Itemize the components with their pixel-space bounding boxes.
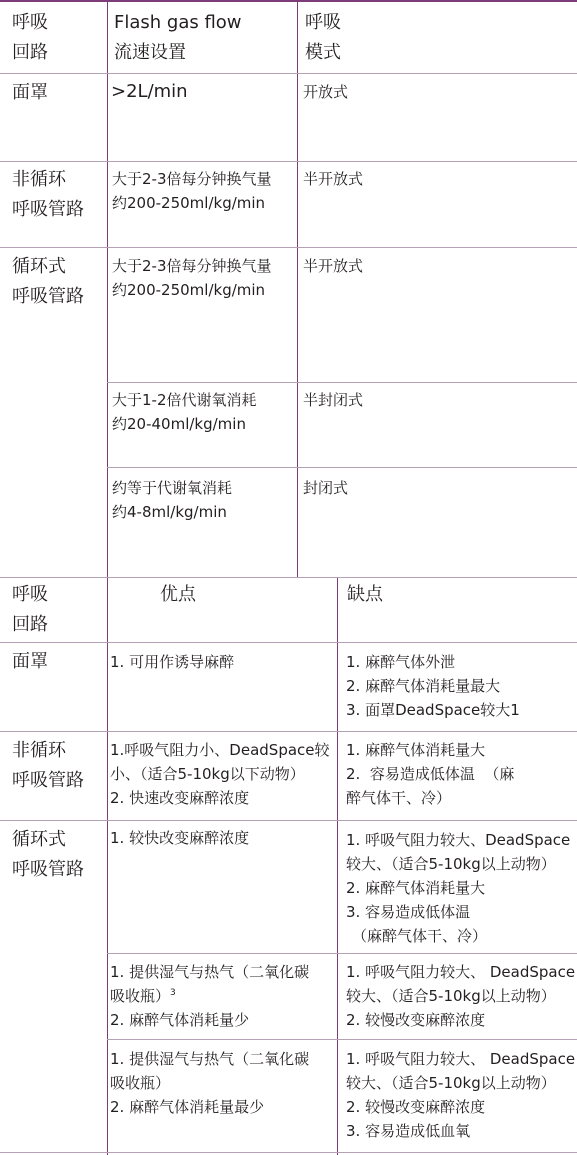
table2-row-circ-closed-cons: 1. 呼吸气阻力较大、 DeadSpace 较大、（适合5-10kg以上动物） 2. 较慢改变麻醉浓度 3. 容易造成低血氧 [346,1050,576,1140]
table1-row-divider [0,161,577,162]
table1-row-divider [0,73,577,74]
table2-header-circuit: 呼吸 回路 [12,584,48,635]
table2-col-divider-2 [337,578,338,1155]
table1-header-mode: 呼吸 模式 [305,12,341,63]
table2-row-circ-co2-pros: 1. 提供湿气与热气（二氧化碳 吸收瓶）$^3$ 2. 麻醉气体消耗量少 [110,963,310,1029]
table1-row-circ-circuit: 循环式 呼吸管路 [12,256,84,307]
table1-row-mask-circuit: 面罩 [12,82,48,103]
table1-row-divider [107,382,577,383]
table1-header-flow: Flash gas flow 流速设置 [114,12,242,63]
table2-row-noncirc-pros: 1.呼吸气阻力小、DeadSpace较 小、（适合5-10kg以下动物） 2. 快速改变麻醉浓度 [110,741,330,807]
table2-row-circ-closed-pros: 1. 提供湿气与热气（二氧化碳 吸收瓶） 2. 麻醉气体消耗量最少 [110,1050,310,1116]
table1-header-circuit: 呼吸 回路 [12,12,48,63]
table2-row-circ-circuit: 循环式 呼吸管路 [12,829,84,880]
table2-row-divider [0,731,577,732]
table2-row-circ-pros: 1. 较快改变麻醉浓度 [110,829,250,847]
table2-header-cons: 缺点 [347,584,383,605]
table1-row-mask-mode: 开放式 [303,83,349,101]
table2-row-noncirc-cons: 1. 麻醉气体消耗量大 2. 容易造成低体温 （麻 醉气体干、冷） [346,741,515,807]
table2-row-circ-cons: 1. 呼吸气阻力较大、DeadSpace 较大、（适合5-10kg以上动物） 2. 麻醉气体消耗量大 3. 容易造成低体温 （麻醉气体干、冷） [346,831,571,945]
table1-row-closed-mode: 封闭式 [303,479,349,497]
table1-row-circ-flow: 大于2-3倍每分钟换气量 约200-250ml/kg/min [112,257,272,299]
table1-row-divider [0,247,577,248]
table2-row-mask-cons: 1. 麻醉气体外泄 2. 麻醉气体消耗量最大 3. 面罩DeadSpace较大1 [346,653,520,719]
table1-row-closed-flow: 约等于代谢氧消耗 约4-8ml/kg/min [112,479,233,521]
table1-col-divider-1 [107,0,108,578]
table2-header-pros: 优点 [160,584,196,605]
table2-row-divider [0,820,577,821]
table2-col-divider-1 [107,578,108,1155]
table1-bottom-rule [0,577,577,578]
footnote-ref: 3 [170,988,176,998]
table1-top-rule [0,0,577,2]
table1-col-divider-2 [297,0,298,578]
table2-row-divider [107,1039,577,1040]
table1-row-semiclosed-mode: 半封闭式 [303,391,364,409]
table2-row-divider [0,642,577,643]
table1-row-circ-mode: 半开放式 [303,257,364,275]
table1-row-semiclosed-flow: 大于1-2倍代谢氧消耗 约20-40ml/kg/min [112,391,257,433]
table1-row-divider [107,467,577,468]
table1-row-noncirc-circuit: 非循环 呼吸管路 [12,169,84,220]
table2-row-circ-co2-cons: 1. 呼吸气阻力较大、 DeadSpace 较大、（适合5-10kg以上动物） 2. 较慢改变麻醉浓度 [346,963,576,1029]
table2-row-mask-circuit: 面罩 [12,651,48,672]
table2-row-mask-pros: 1. 可用作诱导麻醉 [110,653,235,671]
table1-row-mask-flow: >2L/min [111,81,188,102]
table1-row-noncirc-mode: 半开放式 [303,170,364,188]
table2-row-divider [107,953,577,954]
table2-row-noncirc-circuit: 非循环 呼吸管路 [12,740,84,791]
table1-row-noncirc-flow: 大于2-3倍每分钟换气量 约200-250ml/kg/min [112,170,272,212]
table2-bottom-rule [0,1152,577,1153]
